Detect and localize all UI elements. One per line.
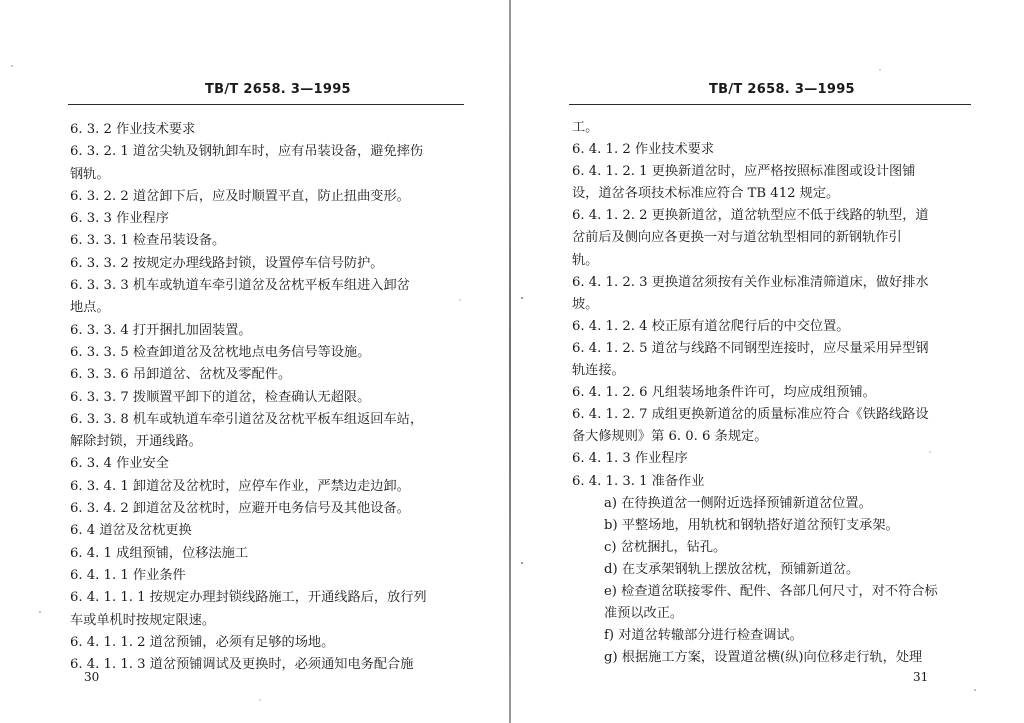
- text-line: 6. 3. 2. 1 道岔尖轨及钢轨卸车时，应有吊装设备，避免摔伤: [70, 144, 424, 160]
- text-line: 6. 4. 1. 2. 2 更换新道岔，道岔轨型应不低于线路的轨型，道: [572, 208, 929, 224]
- text-line: 6. 3. 3 作业程序: [70, 211, 169, 227]
- text-line: 6. 4. 1. 1. 1 按规定办理封锁线路施工，开通线路后，放行列: [70, 590, 427, 606]
- text-line: 6. 3. 3. 7 拨顺置平卸下的道岔，检查确认无超限。: [70, 389, 371, 405]
- text-line: 车或单机时按规定限速。: [70, 612, 216, 628]
- page-body: [70, 119, 460, 676]
- page-body: [572, 117, 970, 669]
- text-line: 6. 4. 1. 2. 7 成组更换新道岔的质量标准应符合《铁路线路设: [572, 407, 929, 423]
- text-line: 6. 3. 3. 3 机车或轨道车牵引道岔及岔枕平板车组进入卸岔: [70, 278, 410, 294]
- page-header: TB/T 2658. 3—1995: [709, 82, 855, 97]
- text-line: 轨连接。: [572, 363, 625, 379]
- text-line: 6. 3. 3. 2 按规定办理线路封锁，设置停车信号防护。: [70, 255, 384, 271]
- text-line: 工。: [572, 120, 599, 135]
- list-item: g) 根据施工方案，设置道岔横(纵)向位移走行轨，处理: [604, 650, 923, 666]
- text-line: 6. 4. 1. 1. 3 道岔预铺调试及更换时，必须通知电务配合施: [70, 657, 414, 673]
- text-line: 6. 4. 1. 2. 5 道岔与线路不同钢型连接时，应尽量采用异型钢: [572, 340, 929, 356]
- list-item: e) 检查道岔联接零件、配件、各部几何尺寸，对不符合标: [604, 583, 938, 599]
- page-number: 30: [84, 670, 100, 684]
- right-page: [511, 0, 1024, 723]
- text-line: 地点。: [70, 300, 110, 316]
- text-line: 设，道岔各项技术标准应符合 TB 412 规定。: [572, 186, 840, 202]
- text-line: 6. 3. 4. 1 卸道岔及岔枕时，应停车作业，严禁边走边卸。: [70, 478, 410, 494]
- text-line: 6. 4. 1. 2 作业技术要求: [572, 142, 715, 158]
- list-item: b) 平整场地，用轨枕和钢轨搭好道岔预钉支承架。: [604, 517, 899, 533]
- text-line: 6. 4. 1. 2. 6 凡组装场地条件许可，均应成组预铺。: [572, 385, 876, 401]
- text-line: 6. 3. 3. 8 机车或轨道车牵引道岔及岔枕平板车组返回车站，: [70, 411, 424, 427]
- text-line: 6. 3. 4. 2 卸道岔及岔枕时，应避开电务信号及其他设备。: [70, 501, 410, 517]
- text-line: 6. 4 道岔及岔枕更换: [70, 523, 192, 539]
- text-line: 解除封锁，开通线路。: [70, 434, 202, 450]
- text-line: 6. 3. 2. 2 道岔卸下后，应及时顺置平直，防止扭曲变形。: [70, 188, 410, 204]
- text-line: 6. 3. 3. 4 打开捆扎加固装置。: [70, 322, 252, 338]
- text-line: 6. 4. 1. 3 作业程序: [572, 451, 688, 467]
- header-rule: [569, 104, 971, 105]
- text-line: 6. 4. 1. 1. 2 道岔预铺，必须有足够的场地。: [70, 634, 335, 650]
- list-item: f) 对道岔转辙部分进行检查调试。: [604, 628, 803, 644]
- list-item: a) 在待换道岔一侧附近选择预铺新道岔位置。: [604, 495, 872, 511]
- page-number: 31: [913, 670, 929, 684]
- text-line: 6. 3. 4 作业安全: [70, 456, 169, 472]
- text-line: 6. 4. 1. 2. 1 更换新道岔时，应严格按照标准图或设计图铺: [572, 164, 916, 180]
- text-line: 6. 4. 1 成组预铺，位移法施工: [70, 545, 249, 561]
- list-item: 准预以改正。: [604, 606, 684, 622]
- page-header: TB/T 2658. 3—1995: [205, 82, 351, 97]
- text-line: 轨。: [572, 252, 599, 268]
- text-line: 6. 4. 1. 1 作业条件: [70, 567, 186, 583]
- text-line: 坡。: [572, 296, 599, 312]
- text-line: 6. 3. 3. 6 吊卸道岔、岔枕及零配件。: [70, 367, 292, 383]
- left-page: [0, 0, 509, 723]
- text-line: 6. 4. 1. 3. 1 准备作业: [572, 473, 705, 489]
- text-line: 6. 3. 2 作业技术要求: [70, 122, 196, 137]
- text-line: 6. 4. 1. 2. 3 更换道岔须按有关作业标准清筛道床，做好排水: [572, 274, 929, 290]
- list-item: c) 岔枕捆扎，钻孔。: [604, 539, 727, 555]
- header-rule: [68, 104, 464, 105]
- text-line: 6. 3. 3. 5 检查卸道岔及岔枕地点电务信号等设施。: [70, 344, 371, 360]
- text-line: 备大修规则》第 6. 0. 6 条规定。: [572, 429, 768, 445]
- text-line: 6. 3. 3. 1 检查吊装设备。: [70, 233, 226, 249]
- text-line: 岔前后及侧向应各更换一对与道岔轨型相同的新钢轨作引: [572, 230, 902, 246]
- text-line: 6. 4. 1. 2. 4 校正原有道岔爬行后的中交位置。: [572, 318, 850, 334]
- list-item: d) 在支承架钢轨上摆放岔枕，预铺新道岔。: [604, 561, 860, 577]
- text-line: 钢轨。: [70, 166, 110, 182]
